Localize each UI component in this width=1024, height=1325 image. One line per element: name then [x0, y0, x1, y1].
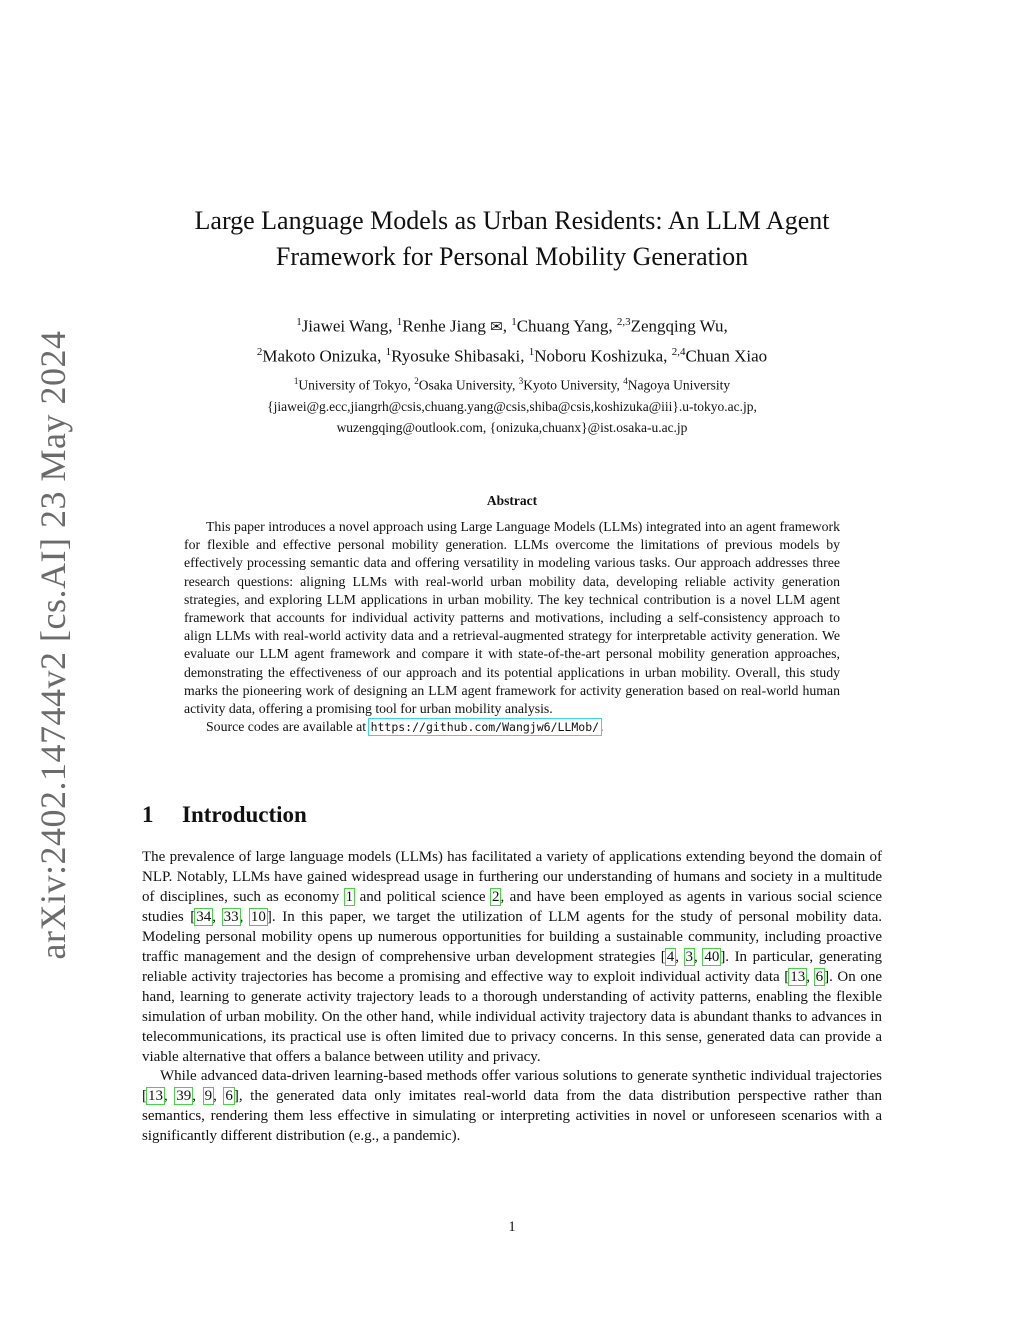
- name-text: Makoto Onizuka,: [262, 346, 386, 366]
- name-text: Chuan Xiao: [685, 346, 768, 366]
- citation-link[interactable]: 13: [790, 968, 806, 985]
- body-text-run: ,: [212, 908, 223, 925]
- citation-link[interactable]: 9: [204, 1088, 213, 1105]
- body-text-run: ,: [806, 968, 815, 985]
- body-text-run: and political science: [354, 888, 491, 905]
- paper-title: Large Language Models as Urban Residents: An LLM Agent Framework for Personal Mobility Generation: [194, 206, 830, 271]
- name-text: Osaka University,: [418, 377, 519, 393]
- citation-link[interactable]: 39: [176, 1088, 192, 1105]
- body-text-run: ,: [239, 908, 250, 925]
- body-text-run: ,: [213, 1088, 225, 1105]
- affiliation-marker: 3: [518, 376, 524, 386]
- source-code-link[interactable]: https://github.com/Wangjw6/LLMob/: [370, 720, 600, 735]
- body-text-run: ,: [675, 948, 685, 965]
- abstract-heading: Abstract: [486, 493, 538, 508]
- arxiv-identifier: arXiv:2402.14744v2 [cs.AI] 23 May 2024: [33, 330, 73, 960]
- citation-link[interactable]: 10: [250, 908, 266, 925]
- citation-link[interactable]: 1: [345, 888, 354, 905]
- author-list: [142, 310, 882, 368]
- affiliation-marker: 1: [296, 316, 302, 328]
- abstract: [184, 518, 840, 736]
- name-text: Nagoya University: [627, 377, 731, 393]
- citation-link[interactable]: 13: [148, 1088, 163, 1105]
- name-text: Ryosuke Shibasaki,: [391, 346, 529, 366]
- abstract-text: This paper introduces a novel approach using Large Language Models (LLMs) integrated into an agent framework for flexible and effective personal mobility generation. LLMs overcome the limitations of previous models by effectively processing semantic data and offering versatility in modeling various tasks. Our approach addresses three research questions: aligning LLMs with real-world urban mobility data, developing reliable activity generation strategies, and exploring LLM applications in urban mobility. The key technical contribution is a novel LLM agent framework that accounts for individual activity patterns and motivations, including a self-consistency approach to align LLMs with real-world activity data and a retrieval-augmented strategy for interpretable activity generation. We evaluate our LLM agent framework and compare it with state-of-the-art personal mobility generation approaches, demonstrating the effectiveness of our approach and its potential applications in urban mobility. Overall, this study marks the pioneering work of designing an LLM agent framework for activity generation based on real-world human activity data, offering a promising tool for urban mobility analysis.: [184, 519, 840, 717]
- name-text: University of Tokyo,: [298, 377, 415, 393]
- author-line-1: [142, 310, 882, 340]
- citation-link[interactable]: 3: [685, 948, 694, 965]
- paragraph-1: [142, 848, 882, 1067]
- affiliation-marker: 1: [396, 316, 403, 328]
- section-number: 1: [142, 802, 154, 827]
- name-text: Zengqing Wu,: [630, 316, 728, 336]
- affiliation-marker: 1: [528, 345, 535, 358]
- body-text-run: ,: [164, 1088, 176, 1105]
- emails-line-2: wuzengqing@outlook.com, {onizuka,chuanx}@ist.osaka-u.ac.jp: [336, 419, 688, 435]
- citation-link[interactable]: 33: [223, 908, 239, 925]
- citation-link[interactable]: 6: [225, 1088, 233, 1105]
- source-suffix: .: [600, 719, 604, 735]
- name-text: Renhe Jiang: [402, 316, 491, 336]
- section-heading: [142, 802, 882, 828]
- affiliation-marker: 2,4: [671, 345, 686, 358]
- affiliations-block: [142, 371, 882, 438]
- name-text: ,: [502, 316, 512, 336]
- affiliation-marker: 1: [511, 316, 517, 328]
- body-text-run: ]. In particular, generating reliable activity trajectories has become a promising and effective way to exploit individual activity data [: [142, 948, 882, 985]
- body-text-run: ,: [694, 948, 704, 965]
- source-prefix: Source codes are available at: [206, 719, 370, 735]
- author-line-2: [142, 340, 882, 369]
- affiliations: [142, 371, 882, 396]
- affiliation-marker: 2: [414, 376, 419, 386]
- corresponding-author-envelope-icon: ✉: [490, 317, 503, 336]
- source-code-line: [184, 718, 840, 736]
- body-text-run: ], the generated data only imitates real-world data from the data distribution perspective rather than semantics, rendering them less effective in simulating or interpreting activities in novel or unforeseen scenarios with a significantly different distribution (e.g., a pandemic).: [142, 1088, 883, 1145]
- citation-link[interactable]: 40: [704, 948, 720, 965]
- page-number: 1: [508, 1219, 516, 1235]
- citation-link[interactable]: 6: [815, 968, 824, 985]
- section-title: Introduction: [182, 802, 307, 827]
- affiliation-marker: 1: [293, 376, 299, 386]
- affiliation-marker: 2: [256, 345, 263, 358]
- affiliation-marker: 1: [385, 345, 392, 358]
- citation-link[interactable]: 2: [491, 888, 500, 905]
- name-text: Jiawei Wang,: [301, 316, 397, 336]
- body-text-run: , and have been employed as agents in various social science studies [: [142, 888, 882, 925]
- body-text-run: ,: [192, 1088, 204, 1105]
- paragraph-2: [142, 1067, 882, 1147]
- body-text-run: The prevalence of large language models (LLMs) has facilitated a variety of applications extending beyond the domain of NLP. Notably, LLMs have gained widespread usage in furthering our understanding of humans and society in a multitude of disciplines, such as economy: [142, 849, 882, 905]
- name-text: Noboru Koshizuka,: [534, 346, 672, 366]
- affiliation-marker: 2,3: [616, 316, 631, 328]
- affiliation-marker: 4: [623, 376, 628, 386]
- name-text: Chuang Yang,: [516, 316, 617, 336]
- citation-link[interactable]: 4: [666, 948, 675, 965]
- name-text: Kyoto University,: [523, 377, 624, 393]
- body-text-run: ]. On one hand, learning to generate activity trajectory leads to a thorough understanding of activity patterns, enabling the flexible simulation of urban mobility. On the other hand, while individual activity trajectory data is abundant thanks to advances in telecommunications, its practical use is often limited due to privacy concerns. In this sense, generated data can provide a viable alternative that offers a balance between utility and privacy.: [142, 968, 882, 1065]
- emails-line-1: {jiawei@g.ecc,jiangrh@csis,chuang.yang@csis,shiba@csis,koshizuka@iii}.u-tokyo.ac.jp,: [267, 398, 757, 414]
- citation-link[interactable]: 34: [196, 908, 212, 925]
- introduction-body: [142, 848, 882, 1147]
- body-text-run: ]. In this paper, we target the utilization of LLM agents for the study of personal mobility data. Modeling personal mobility opens up numerous opportunities for building a sustainable community, including proactive traffic management and the design of comprehensive urban development strategies [: [142, 908, 883, 965]
- body-text-run: While advanced data-driven learning-based methods offer various solutions to generate synthetic individual trajectories [: [142, 1068, 882, 1105]
